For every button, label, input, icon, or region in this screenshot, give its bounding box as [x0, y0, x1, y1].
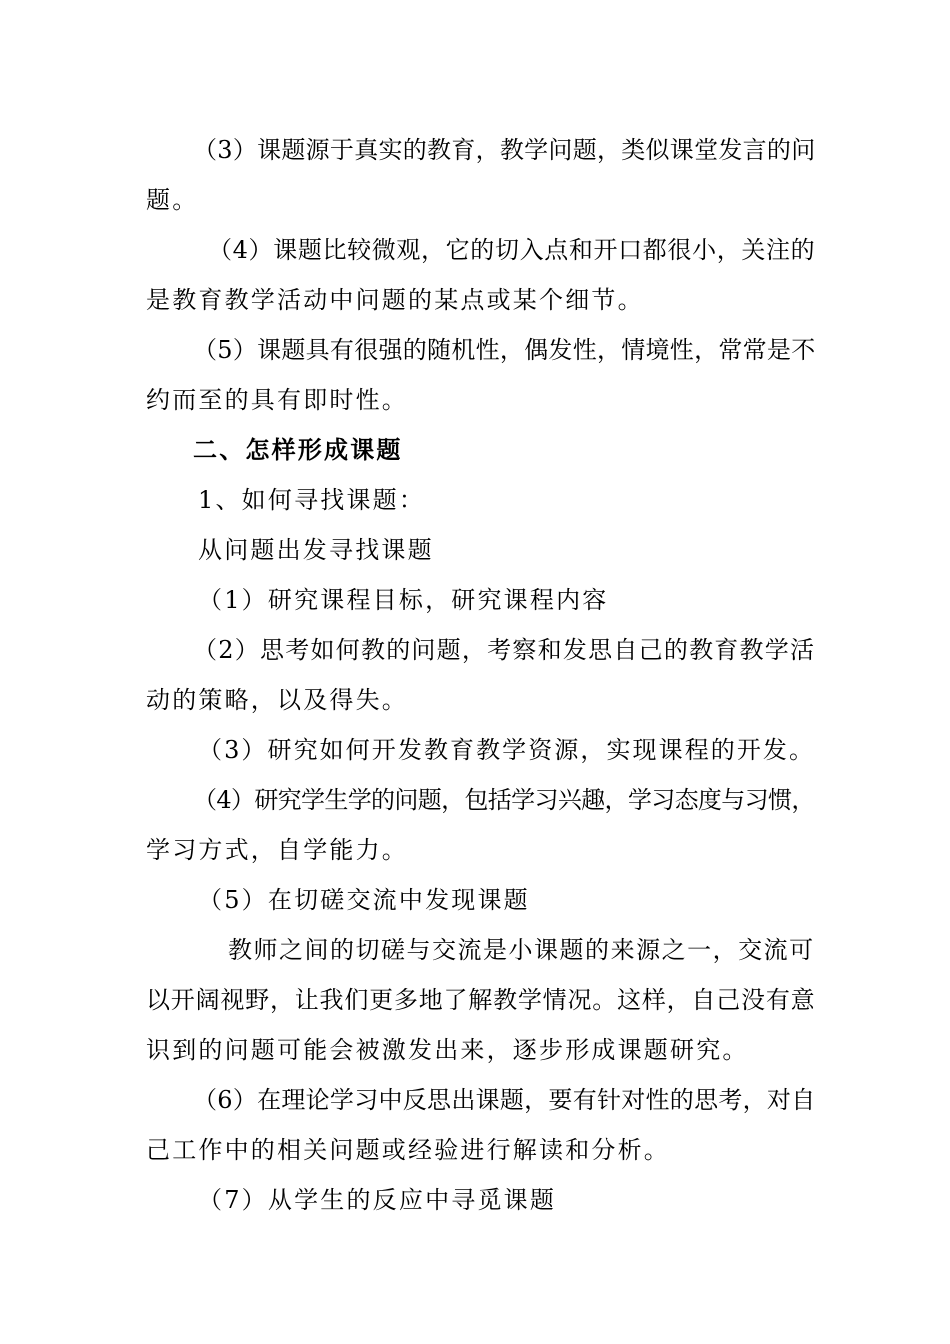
list-item-2-line-2: 动的策略，以及得失。 — [146, 686, 408, 714]
paragraph-5-line-1: （5）课题具有很强的随机性，偶发性，情境性，常常是不 — [193, 336, 816, 364]
paragraph-5-line-2: 约而至的具有即时性。 — [146, 386, 408, 414]
section-heading: 二、怎样形成课题 — [193, 435, 403, 464]
list-item-5-body-line-3: 识到的问题可能会被激发出来，逐步形成课题研究。 — [146, 1036, 749, 1064]
list-item-3: （3）研究如何开发教育教学资源，实现课程的开发。 — [198, 736, 816, 764]
paragraph-3-line-2: 题。 — [146, 186, 199, 214]
list-item-2-line-1: （2）思考如何教的问题，考察和发思自己的教育教学活 — [193, 636, 816, 664]
subsection-heading: 1、如何寻找课题： — [198, 486, 426, 514]
list-item-4-line-1: （4）研究学生学的问题，包括学习兴趣，学习态度与习惯， — [193, 786, 815, 814]
list-item-7: （7）从学生的反应中寻觅课题 — [198, 1186, 557, 1214]
list-item-1: （1）研究课程目标，研究课程内容 — [198, 586, 609, 614]
list-item-5-body-line-1: 教师之间的切磋与交流是小课题的来源之一，交流可 — [228, 936, 815, 964]
list-item-5-body-line-2: 以开阔视野，让我们更多地了解教学情况。这样，自己没有意 — [146, 986, 816, 1014]
subsection-intro: 从问题出发寻找课题 — [198, 536, 434, 564]
paragraph-4-line-2: 是教育教学活动中问题的某点或某个细节。 — [146, 286, 644, 314]
list-item-6-line-2: 己工作中的相关问题或经验进行解读和分析。 — [146, 1136, 670, 1164]
list-item-5: （5）在切磋交流中发现课题 — [198, 886, 530, 914]
paragraph-3-line-1: （3）课题源于真实的教育，教学问题，类似课堂发言的问 — [193, 136, 816, 164]
list-item-4-line-2: 学习方式，自学能力。 — [146, 836, 408, 864]
list-item-6-line-1: （6）在理论学习中反思出课题，要有针对性的思考，对自 — [193, 1086, 816, 1114]
paragraph-4-line-1: （4）课题比较微观，它的切入点和开口都很小，关注的 — [208, 236, 816, 264]
